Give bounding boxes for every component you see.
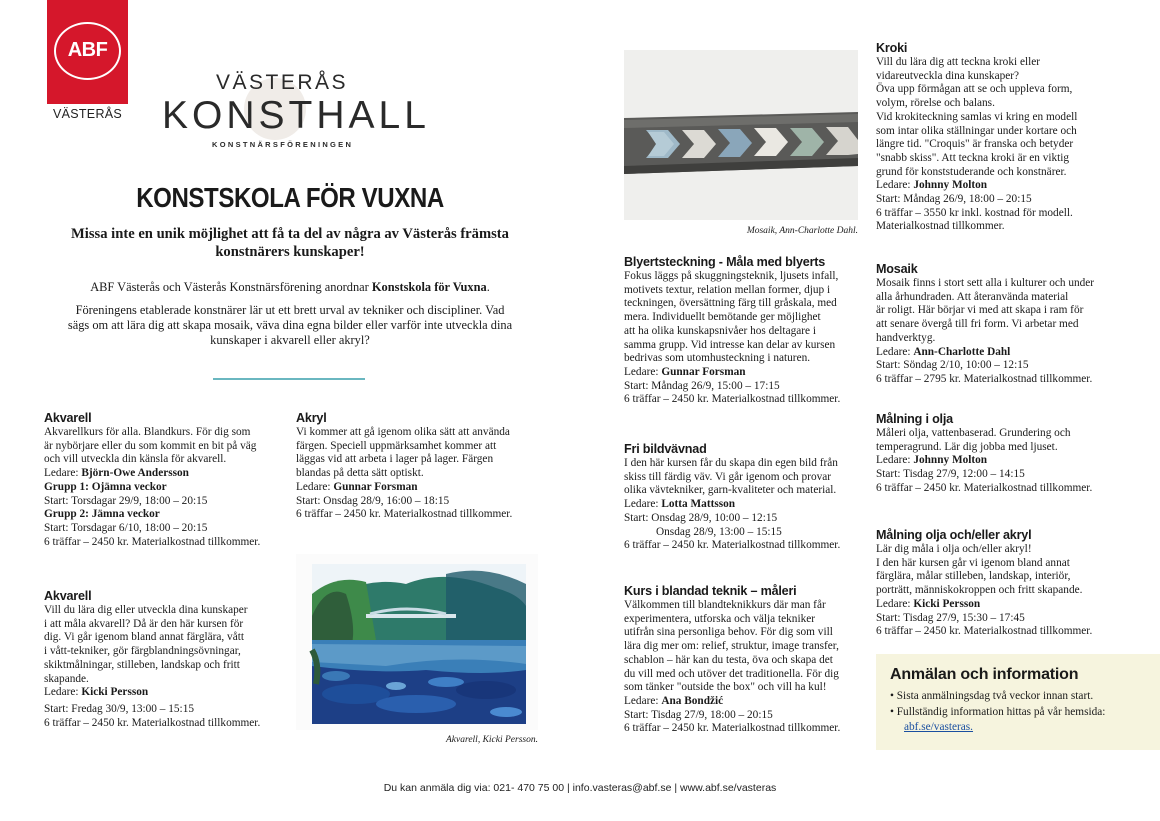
course-desc-line: handverktyg. (876, 331, 936, 344)
course-desc-line: Mosaik finns i stort sett alla i kulturer och under (876, 277, 1095, 289)
course-desc-line: läggas vid att arbeta i lager på lager. Färgen (296, 453, 494, 466)
course-desc-line: Öva upp förmågan att se och uppleva form, (876, 83, 1073, 96)
para1-text: ABF Västerås och Västerås Konstnärsförening anordnar (90, 280, 372, 294)
course-price: 6 träffar – 2450 kr. Materialkostnad tillkommer. (876, 481, 1093, 494)
section-divider (213, 378, 365, 380)
course-desc-line: du vill med och utöver det traditionella. För dig (624, 667, 839, 680)
course-kroki (876, 41, 1077, 234)
course-desc-line: Vi kommer att gå igenom olika sätt att använda (296, 426, 510, 438)
course-leader (876, 598, 1092, 612)
info-item: • Sista anmälningsdag två veckor innan start. (890, 690, 1094, 702)
course-desc-line: som intar olika ställningar under kortare och (876, 124, 1077, 137)
course-start: Start: Måndag 26/9, 18:00 – 20:15 (876, 193, 1032, 206)
info-list (890, 689, 1146, 736)
course-price: 6 träffar – 2450 kr. Materialkostnad tillkommer. (44, 716, 261, 729)
course-desc-line: "snabb skiss". Att teckna kroki är en viktig (876, 151, 1070, 164)
course-desc-line: Akvarellkurs för alla. Blandkurs. För dig som (44, 426, 251, 438)
leader-label: Ledare: (296, 480, 334, 493)
course-desc-line: som tänker "outside the box" och vill ha kul! (624, 681, 827, 694)
course-blyerts (624, 255, 840, 407)
course-desc-line: teckningen, översättning färg till gråskala, med (624, 297, 837, 310)
footer-contact: Du kan anmäla dig via: 021- 470 75 00 | info.vasteras@abf.se | www.abf.se/vasteras (383, 782, 777, 794)
course-extra: Materialkostnad tillkommer. (876, 220, 1005, 233)
course-desc-line: volym, rörelse och balans. (876, 97, 995, 110)
course-akvarell-2 (44, 589, 260, 730)
course-desc-line: alla århundraden. Att återanvända material (876, 290, 1069, 303)
course-leader (296, 481, 512, 495)
course-price: 6 träffar – 2450 kr. Materialkostnad tillkommer. (44, 535, 261, 548)
course-desc-line: och vill utveckla din känsla för akvarell. (44, 453, 227, 466)
painting-caption: Akvarell, Kicki Persson. (446, 735, 538, 745)
leader-label: Ledare: (876, 597, 914, 610)
course-desc-line: grund för konststuderande och konstnärer. (876, 165, 1067, 178)
intro-line: Missa inte en unik möjlighet att få ta del av några av Västerås främsta (71, 226, 509, 242)
leader-name: Gunnar Forsman (661, 365, 746, 378)
group-label: Grupp 2: Jämna veckor (44, 508, 160, 521)
course-desc-line: skiktmålningar, stilleben, landskap och fritt (44, 658, 240, 671)
website-link[interactable]: abf.se/vasteras. (904, 721, 974, 733)
course-desc-line: Måleri olja, vattenbaserad. Grundering och (876, 427, 1071, 439)
course-leader (624, 695, 840, 709)
course-desc-line: skiss till färdig väv. Vi går igenom och provar (624, 470, 832, 483)
course-title: Kurs i blandad teknik – måleri (624, 584, 797, 598)
intro-paragraph-2 (40, 303, 540, 348)
course-price: 6 träffar – 2795 kr. Materialkostnad tillkommer. (876, 372, 1093, 385)
leader-name: Kicki Persson (81, 686, 149, 699)
abf-city-label: VÄSTERÅS (52, 107, 123, 121)
leader-name: Björn-Owe Andersson (81, 467, 189, 480)
course-price: 6 träffar – 2450 kr. Materialkostnad tillkommer. (876, 625, 1093, 638)
course-desc-line: I den här kursen går vi igenom bland annat (876, 556, 1070, 569)
course-title: Blyertsteckning - Måla med blyerts (624, 255, 826, 269)
course-title: Fri bildvävnad (624, 442, 707, 456)
course-leader (876, 179, 1077, 193)
course-desc-line: I den här kursen får du skapa din egen bild från (624, 457, 838, 469)
course-desc-line: bedrivas som utomhusteckning i naturen. (624, 352, 811, 365)
abf-logo-circle (54, 22, 121, 80)
course-desc-line: är nybörjare eller du som kommit en bit på väg (44, 439, 257, 452)
course-start: Start: Fredag 30/9, 13:00 – 15:15 (44, 702, 194, 715)
course-desc-line: att senare övergå till fri form. Vi arbetar med (876, 318, 1079, 331)
para1-highlight: Konstskola för Vuxna (371, 280, 487, 294)
course-title: Målning olja och/eller akryl (876, 528, 1032, 542)
leader-name: Lotta Mattsson (661, 498, 736, 511)
course-desc-line: dig. Vi går igenom bland annat färglära, vått (44, 631, 244, 644)
leader-name: Johnny Molton (913, 454, 988, 467)
course-leader (624, 498, 840, 512)
course-group (44, 481, 260, 495)
course-start: Start: Torsdagar 6/10, 18:00 – 20:15 (44, 521, 208, 534)
course-desc-line: vidareutveckla dina kunskaper? (876, 69, 1020, 82)
course-desc-line: Lär dig måla i olja och/eller akryl! (876, 543, 1032, 555)
course-start: Start: Tisdag 27/9, 12:00 – 14:15 (876, 468, 1025, 481)
course-desc-line: färgen. Speciell uppmärksamhet kommer att (296, 439, 497, 452)
course-desc-line: är roligt. Här börjar vi med att skapa i ram för (876, 304, 1084, 317)
konsthall-logo-city: VÄSTERÅS (216, 71, 349, 94)
intro-paragraph-1 (40, 280, 540, 295)
course-leader (44, 686, 260, 700)
konsthall-logo-name: KONSTHALL (162, 94, 430, 137)
leader-name: Ana Bondžić (661, 694, 724, 707)
course-desc-line: olika vävtekniker, garn-kvaliteter och material. (624, 484, 837, 497)
para2-line: sägs om att lära dig att skapa mosaik, väva dina egna bilder eller varför inte utveckla dina (67, 318, 513, 332)
leader-label: Ledare: (876, 454, 914, 467)
leader-label: Ledare: (624, 365, 662, 378)
course-start: Start: Tisdag 27/9, 18:00 – 20:15 (624, 708, 773, 721)
leader-label: Ledare: (624, 694, 662, 707)
para1-end: . (486, 280, 490, 294)
course-akryl (296, 411, 512, 522)
course-desc-line: Välkommen till blandteknikkurs där man får (624, 599, 826, 611)
course-start: Start: Tisdag 27/9, 15:30 – 17:45 (876, 611, 1025, 624)
course-desc-line: Vid krokiteckning samlas vi kring en modell (876, 110, 1078, 123)
course-desc-line: lära dig mer om: relief, struktur, image transfer, (624, 640, 839, 653)
course-leader (44, 467, 260, 481)
course-start-2: Onsdag 28/9, 13:00 – 15:15 (656, 525, 782, 538)
mosaic-caption: Mosaik, Ann-Charlotte Dahl. (746, 226, 858, 236)
registration-info-box (876, 654, 1160, 750)
mosaic-graphic (624, 50, 858, 220)
course-group (44, 508, 260, 522)
leader-name: Ann-Charlotte Dahl (913, 345, 1011, 358)
course-price: 6 träffar – 2450 kr. Materialkostnad tillkommer. (624, 722, 841, 735)
course-mosaik (876, 262, 1094, 387)
course-price: 6 träffar – 2450 kr. Materialkostnad tillkommer. (624, 393, 841, 406)
course-desc-line: schablon – här kan du testa, öva och skapa det (624, 653, 833, 666)
para2-line: Föreningens etablerade konstnärer lär ut ett brett urval av tekniker och discipliner. Vad (75, 303, 505, 317)
course-blandad-teknik (624, 584, 840, 736)
info-item (890, 720, 1146, 736)
course-desc-line: att ha olika kunskapsnivåer hos deltagare i (624, 324, 816, 337)
course-title: Mosaik (876, 262, 918, 276)
info-title: Anmälan och information (890, 666, 1079, 683)
group-label: Grupp 1: Ojämna veckor (44, 480, 167, 493)
course-desc-line: experimentera, utforska och välja tekniker (624, 612, 816, 625)
leader-name: Gunnar Forsman (333, 480, 418, 493)
course-olja-akryl (876, 528, 1092, 639)
course-desc-line: mera. Individuellt bemötande ger möjlighet (624, 311, 821, 324)
course-title: Kroki (876, 41, 908, 55)
course-start: Start: Torsdagar 29/9, 18:00 – 20:15 (44, 494, 208, 507)
course-price: 6 träffar – 2450 kr. Materialkostnad tillkommer. (624, 539, 841, 552)
course-akvarell-1 (44, 411, 260, 549)
course-title: Akvarell (44, 411, 92, 425)
course-desc-line: porträtt, människokroppen och fritt skapande. (876, 584, 1083, 597)
course-desc-line: skapande. (44, 672, 89, 685)
course-leader (624, 366, 840, 380)
para2-line: kunskaper i akvarell eller akryl? (210, 333, 370, 347)
course-desc-line: utifrån sina personliga behov. För dig som vill (624, 626, 833, 639)
konsthall-logo-sub: KONSTNÄRSFÖRENINGEN (212, 140, 354, 149)
course-desc-line: Fokus läggs på skuggningsteknik, ljusets infall, (624, 270, 839, 282)
course-price: 6 träffar – 2450 kr. Materialkostnad tillkommer. (296, 508, 513, 521)
course-desc-line: längre tid. "Croquis" är franska och betyder (876, 138, 1074, 151)
course-desc-line: motivets textur, relation mellan former, djup i (624, 283, 831, 296)
course-desc-line: Vill du lära dig eller utveckla dina kunskaper (44, 604, 248, 616)
course-price: 6 träffar – 3550 kr inkl. kostnad för modell. (876, 206, 1073, 219)
course-leader (876, 346, 1094, 360)
course-start: Start: Onsdag 28/9, 16:00 – 18:15 (296, 494, 450, 507)
abf-logo (47, 0, 128, 104)
watercolor-painting-image (296, 554, 538, 730)
page-title: KONSTSKOLA FÖR VUXNA (136, 182, 444, 213)
leader-label: Ledare: (876, 179, 914, 192)
leader-label: Ledare: (624, 498, 662, 511)
leader-label: Ledare: (876, 345, 914, 358)
course-title: Akryl (296, 411, 327, 425)
course-desc-line: Vill du lära dig att teckna kroki eller (876, 56, 1041, 68)
course-desc-line: blandas på detta sätt optiskt. (296, 467, 424, 480)
course-desc-line: färglära, målar stilleben, landskap, interiör, (876, 570, 1071, 583)
course-desc-line: temperagrund. Lär dig jobba med ljuset. (876, 440, 1058, 453)
intro-line: konstnärers kunskaper! (215, 243, 365, 260)
leader-label: Ledare: (44, 467, 82, 480)
mosaic-image (624, 50, 858, 220)
course-start: Start: Onsdag 28/9, 10:00 – 12:15 (624, 511, 778, 524)
course-start: Start: Måndag 26/9, 15:00 – 17:15 (624, 379, 780, 392)
course-start: Start: Söndag 2/10, 10:00 – 12:15 (876, 359, 1029, 372)
course-desc-line: i att måla akvarell? Då är den här kursen för (44, 617, 244, 630)
leader-name: Kicki Persson (913, 597, 981, 610)
course-desc-line: samma grupp. Vid intresse kan delar av kursen (624, 338, 836, 351)
leader-name: Johnny Molton (913, 179, 988, 192)
course-title: Akvarell (44, 589, 92, 603)
abf-logo-text: ABF (67, 39, 108, 62)
course-title: Målning i olja (876, 412, 953, 426)
course-olja (876, 412, 1092, 496)
course-leader (876, 454, 1092, 468)
course-bildvavnad (624, 442, 840, 553)
course-desc-line: i vått-tekniker, gör färgblandningsövningar, (44, 645, 241, 658)
intro-text (40, 226, 540, 261)
leader-label: Ledare: (44, 686, 82, 699)
info-item: • Fullständig information hittas på vår hemsida: (890, 705, 1106, 718)
watercolor-painting-graphic (296, 554, 538, 730)
